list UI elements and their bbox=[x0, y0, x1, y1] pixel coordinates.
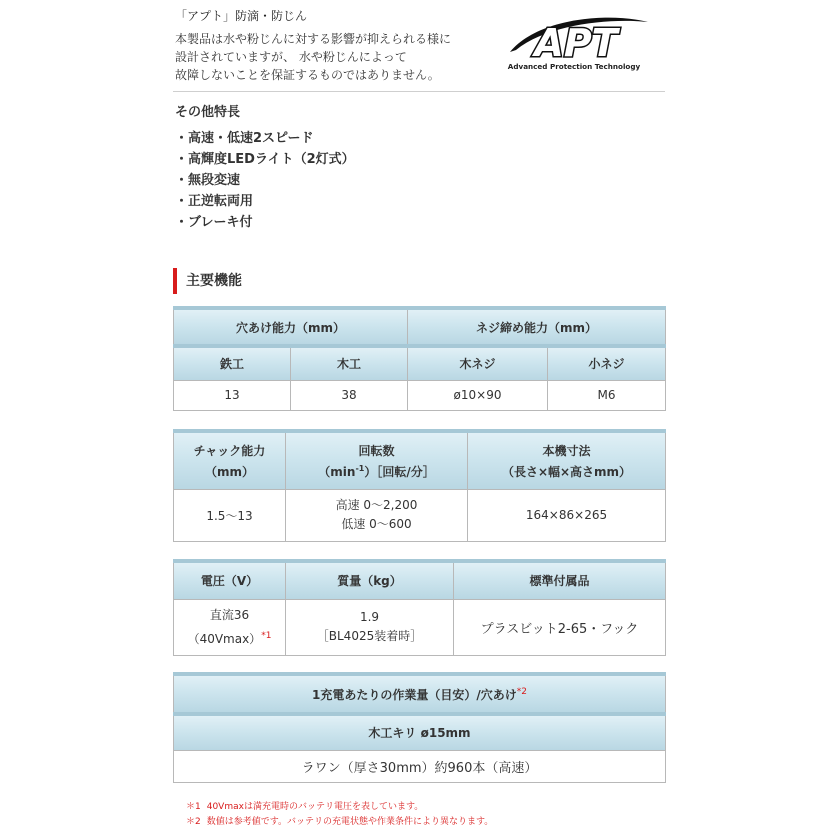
footnote-mark: ＊2 bbox=[186, 817, 201, 827]
header-machine-screw: 小ネジ bbox=[548, 346, 666, 380]
main-functions-title: 主要機能 bbox=[173, 268, 242, 294]
header-rpm-unit: （min bbox=[318, 464, 356, 479]
feature-item: ・正逆転両用 bbox=[175, 194, 254, 209]
value-rotation-speed bbox=[286, 489, 468, 541]
header-screw-capacity: ネジ締め能力（mm） bbox=[408, 308, 666, 346]
value-chuck-capacity: 1.5～13 bbox=[174, 489, 286, 541]
other-features-title: その他特長 bbox=[175, 105, 241, 120]
footnote-mark: ＊1 bbox=[186, 802, 201, 812]
header-drilling-capacity: 穴あけ能力（mm） bbox=[174, 308, 408, 346]
header-rpm-suffix: ）［回転/分］ bbox=[364, 464, 435, 479]
header-wood-screw: 木ネジ bbox=[408, 346, 548, 380]
divider bbox=[173, 91, 665, 92]
footnote-text: 数値は参考値です。バッテリの充電状態や作業条件により異なります。 bbox=[206, 817, 494, 827]
apt-logo-text: APT bbox=[534, 21, 618, 65]
header-wood-drill: 木工キリ ø15mm bbox=[174, 714, 666, 750]
value-wood: 38 bbox=[291, 380, 408, 410]
feature-item: ・ブレーキ付 bbox=[175, 215, 253, 230]
header-chuck-line2: （mm） bbox=[204, 464, 254, 479]
value-mass bbox=[286, 599, 454, 655]
value-wood-screw: ø10×90 bbox=[408, 380, 548, 410]
header-mass: 質量（kg） bbox=[286, 561, 454, 599]
header-work-volume bbox=[174, 674, 666, 714]
apt-logo bbox=[498, 10, 658, 72]
header-wood: 木工 bbox=[291, 346, 408, 380]
value-rpm-high: 高速 0～2,200 bbox=[335, 498, 418, 512]
value-dimensions: 164×86×265 bbox=[468, 489, 666, 541]
header-dimensions bbox=[468, 431, 666, 489]
value-work-volume: ラワン（厚さ30mm）約960本（高速） bbox=[174, 750, 666, 782]
value-mass-line2: ［BL4025装着時］ bbox=[316, 629, 423, 643]
value-machine-screw: M6 bbox=[548, 380, 666, 410]
apt-title: 「アプト」防滴・防じん bbox=[175, 9, 308, 23]
header-rpm-line1: 回転数 bbox=[358, 443, 395, 458]
apt-description bbox=[175, 30, 451, 84]
value-steel: 13 bbox=[174, 380, 291, 410]
apt-desc-line: 設計されていますが、 水や粉じんによって bbox=[175, 50, 407, 64]
header-steel: 鉄工 bbox=[174, 346, 291, 380]
feature-item: ・高輝度LEDライト（2灯式） bbox=[175, 152, 355, 167]
power-table bbox=[173, 559, 666, 656]
value-accessories: プラスビット2-65・フック bbox=[454, 599, 666, 655]
value-voltage-line1: 直流36 bbox=[209, 607, 250, 622]
value-mass-line1: 1.9 bbox=[359, 610, 380, 624]
header-chuck-capacity bbox=[174, 431, 286, 489]
header-voltage: 電圧（V） bbox=[174, 561, 286, 599]
header-dim-line1: 本機寸法 bbox=[542, 443, 591, 458]
value-rpm-low: 低速 0～600 bbox=[341, 517, 412, 531]
footnote-ref-1: *1 bbox=[261, 630, 272, 641]
work-volume-table bbox=[173, 672, 666, 783]
apt-desc-line: 本製品は水や粉じんに対する影響が抑えられる様に bbox=[175, 32, 452, 46]
apt-logo-subtitle: Advanced Protection Technology bbox=[507, 62, 641, 71]
header-accessories: 標準付属品 bbox=[454, 561, 666, 599]
footnotes bbox=[186, 800, 493, 830]
feature-list bbox=[175, 128, 355, 233]
value-voltage-line2: （40Vmax） bbox=[187, 631, 262, 646]
footnote-text: 40Vmaxは満充電時のバッテリ電圧を表しています。 bbox=[206, 802, 424, 812]
header-rpm-line2 bbox=[286, 463, 467, 480]
header-rpm-exponent: -1 bbox=[355, 463, 365, 473]
apt-desc-line: 故障しないことを保証するものではありません。 bbox=[175, 68, 440, 82]
feature-item: ・高速・低速2スピード bbox=[175, 131, 314, 146]
value-voltage bbox=[174, 599, 286, 655]
footnote-2 bbox=[186, 815, 493, 830]
header-dim-line2: （長さ×幅×高さmm） bbox=[501, 464, 632, 479]
footnote-1 bbox=[186, 800, 493, 815]
header-rotation-speed bbox=[286, 431, 468, 489]
capacity-table bbox=[173, 306, 666, 411]
value-voltage-line2-wrap bbox=[174, 626, 285, 650]
footnote-ref-2: *2 bbox=[516, 686, 527, 697]
header-work-volume-text: 1充電あたりの作業量（目安）/穴あけ bbox=[312, 687, 517, 702]
header-chuck-line1: チャック能力 bbox=[193, 443, 266, 458]
performance-table bbox=[173, 429, 666, 542]
feature-item: ・無段変速 bbox=[175, 173, 241, 188]
